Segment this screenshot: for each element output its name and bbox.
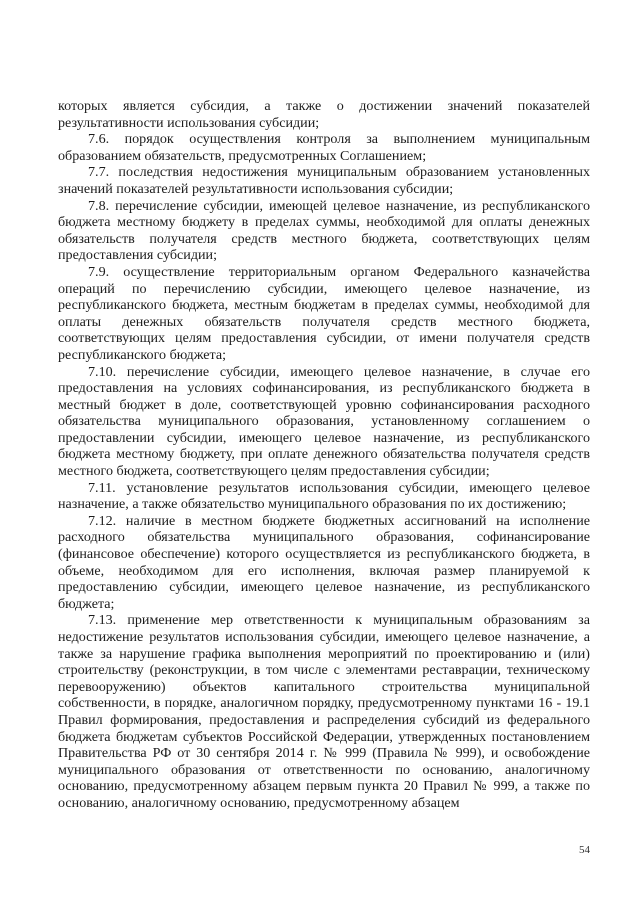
- paragraph-7-13: 7.13. применение мер ответственности к муниципальным образованиям за недостижение результатов использования субсидии, имеющего целевое назначение, а также за нарушение графика выполнения мероприятий по проектированию и (или) строительству (реконструкции, в том числе с элементами реставрации, техническому перевооружению) объектов капитального строительства муниципальной собственности, в порядке, аналогичном порядку, предусмотренному пунктами 16 - 19.1 Правил формирования, предоставления и распределения субсидий из федерального бюджета бюджетам субъектов Российской Федерации, утвержденных постановлением Правительства РФ от 30 сентября 2014 г. № 999 (Правила № 999), и освобождение муниципального образования от ответственности по основанию, аналогичному основанию, предусмотренному абзацем первым пункта 20 Правил № 999, а также по основанию, аналогичному основанию, предусмотренному абзацем: [58, 612, 590, 811]
- paragraph-7-9: 7.9. осуществление территориальным органом Федерального казначейства операций по перечислению субсидии, имеющего целевое назначение, из республиканского бюджета, местным бюджетам в пределах суммы, необходимой для оплаты денежных обязательств получателя средств местного бюджета, соответствующих целям предоставления субсидии, от имени получателя средств республиканского бюджета;: [58, 263, 590, 363]
- paragraph-7-6: 7.6. порядок осуществления контроля за выполнением муниципальным образованием обязательств, предусмотренных Соглашением;: [58, 131, 590, 164]
- document-body: [58, 98, 590, 812]
- paragraph-7-12: 7.12. наличие в местном бюджете бюджетных ассигнований на исполнение расходного обязательства муниципального образования, софинансирование (финансовое обеспечение) которого осуществляется из республиканского бюджета, в объеме, необходимом для его исполнения, включая размер планируемой к предоставлению субсидии, имеющего целевое назначение, из республиканского бюджета;: [58, 512, 590, 612]
- paragraph-7-8: 7.8. перечисление субсидии, имеющей целевое назначение, из республиканского бюджета местному бюджету в пределах суммы, необходимой для оплаты денежных обязательств получателя средств местного бюджета, соответствующих целям предоставления субсидии;: [58, 197, 590, 264]
- paragraph-7-7: 7.7. последствия недостижения муниципальным образованием установленных значений показателей результативности использования субсидии;: [58, 164, 590, 197]
- page-number: 54: [579, 844, 590, 856]
- paragraph-continuation: которых является субсидия, а также о достижении значений показателей результативности использования субсидии;: [58, 98, 590, 131]
- paragraph-7-11: 7.11. установление результатов использования субсидии, имеющего целевое назначение, а также обязательство муниципального образования по их достижению;: [58, 479, 590, 513]
- paragraph-7-10: 7.10. перечисление субсидии, имеющего целевое назначение, в случае его предоставления на условиях софинансирования, из республиканского бюджета в местный бюджет в доле, соответствующей уровню софинансирования расходного обязательства муниципального образования, установленному соглашением о предоставлении субсидии, имеющего целевое назначение, из республиканского бюджета местному бюджету, при оплате денежного обязательства получателя средств местного бюджета, соответствующего целям предоставления субсидии;: [58, 363, 590, 480]
